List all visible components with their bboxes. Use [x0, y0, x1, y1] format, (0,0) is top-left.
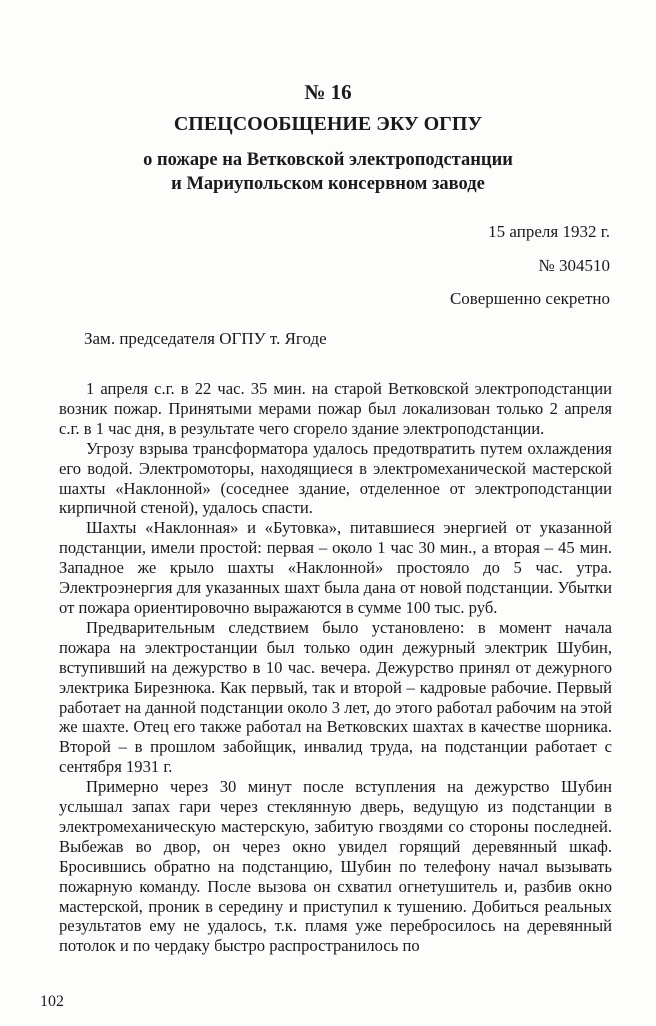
document-registration-number: № 304510 [538, 256, 610, 275]
subtitle-line-2: и Мариупольском консервном заводе [171, 174, 485, 194]
document-title: СПЕЦСООБЩЕНИЕ ЭКУ ОГПУ [173, 113, 483, 135]
body-paragraph: Угрозу взрыва трансформатора удалось предотвратить путем охлаждения его водой. Электромоторы, находящиеся в электромеханической мастерской шахты «Наклонной» (соседнее здание, отделенное от электроподстанции кирпичной стеной), удалось спасти. [59, 438, 612, 518]
classification-label: Совершенно секретно [449, 289, 610, 308]
body-paragraph: Шахты «Наклонная» и «Бутовка», питавшиеся энергией от указанной подстанции, имели простой: первая – около 1 час 30 мин., а вторая – 45 мин. Западное же крыло шахты «Наклонной» простояло до 5 час. утра. Электроэнергия для указанных шахт была дана от новой подстанции. Убытки от пожара ориентировочно выражаются в сумме 100 тыс. руб. [59, 518, 612, 617]
body-paragraph: Примерно через 30 минут после вступления на дежурство Шубин услышал запах гари через стеклянную дверь, ведущую из подстанции в электромеханическую мастерскую, забитую гвоздями со стороны последней. Выбежав во двор, он через окно увидел горящий деревянный шкаф. Бросившись обратно на подстанцию, Шубин по телефону начал вызывать пожарную команду. После вызова он схватил огнетушитель и, разбив окно мастерской, проник в середину и приступил к тушению. Добиться реальных результатов ему не удалось, т.к. пламя уже перебросилось на деревянный потолок и по чердаку быстро распространилось по [59, 777, 612, 956]
addressee: Зам. председателя ОГПУ т. Ягоде [84, 329, 327, 348]
page-number: 102 [40, 993, 64, 1010]
document-subtitle [0, 148, 656, 196]
document-number: № 16 [304, 80, 352, 104]
document-body [59, 379, 612, 956]
body-paragraph: Предварительным следствием было установлено: в момент начала пожара на электростанции был только один дежурный электрик Шубин, вступивший на дежурство в 10 час. вечера. Дежурство принял от дежурного электрика Бирезнюка. Как первый, так и второй – кадровые рабочие. Первый работает на данной подстанции около 3 лет, до этого работал рабочим на этой же шахте. Отец его также работал на Ветковских шахтах в качестве шорника. Второй – в прошлом забойщик, инвалид труда, на подстанции работает с сентября 1931 г. [59, 617, 612, 777]
subtitle-line-1: о пожаре на Ветковской электроподстанции [143, 150, 513, 170]
body-paragraph: 1 апреля с.г. в 22 час. 35 мин. на старой Ветковской электроподстанции возник пожар. Принятыми мерами пожар был локализован только 2 апреля с.г. в 1 час дня, в результате чего сгорело здание электроподстанции. [59, 379, 612, 438]
document-date: 15 апреля 1932 г. [488, 222, 610, 241]
